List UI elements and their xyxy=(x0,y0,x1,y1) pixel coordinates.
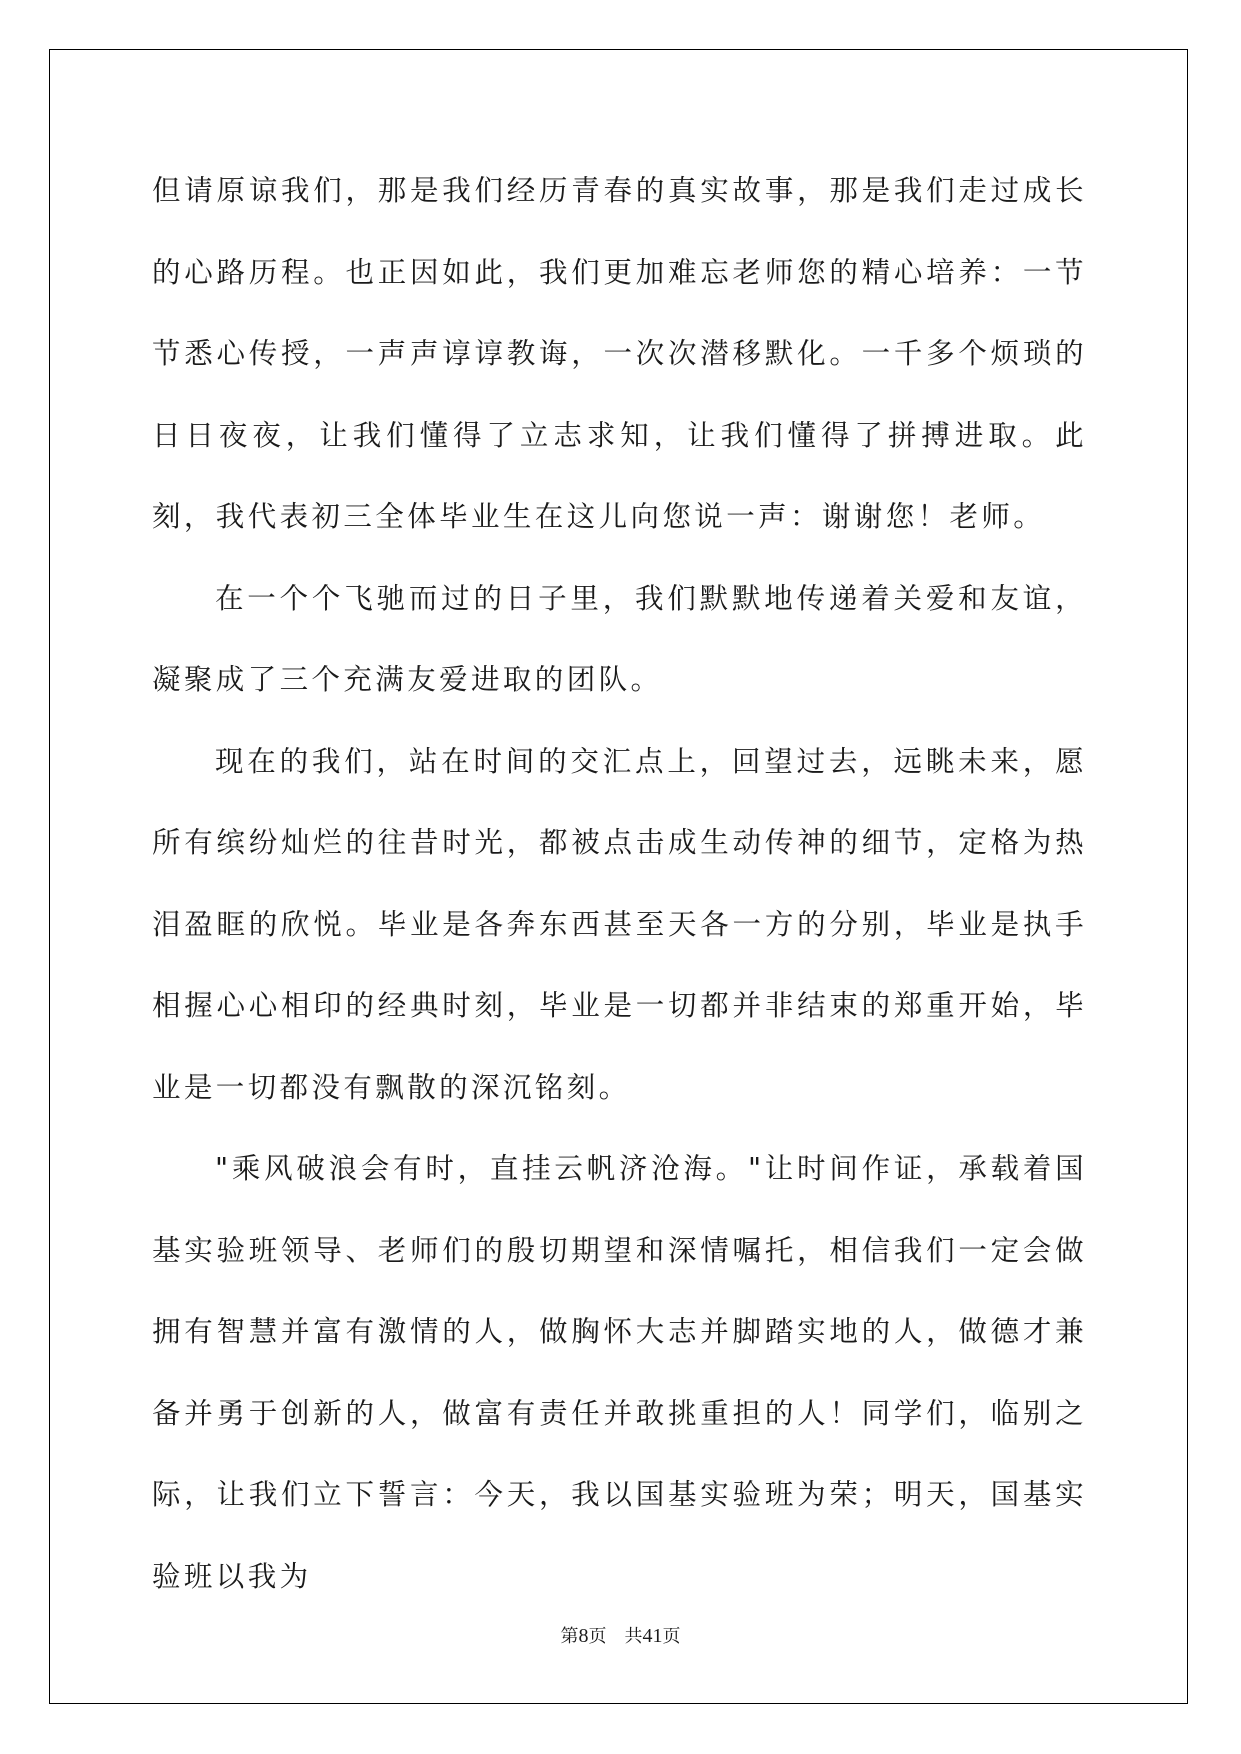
page-footer xyxy=(0,1622,1241,1648)
page-prefix: 第 xyxy=(560,1626,579,1647)
page-number: 8 xyxy=(578,1625,589,1647)
page-suffix: 页 xyxy=(588,1626,607,1647)
paragraph-2: 在一个个飞驰而过的日子里，我们默默地传递着关爱和友谊，凝聚成了三个充满友爱进取的团队。 xyxy=(152,581,1087,696)
paragraph-4: "乘风破浪会有时，直挂云帆济沧海。"让时间作证，承载着国基实验班领导、老师们的殷切期望和深情嘱托，相信我们一定会做拥有智慧并富有激情的人，做胸怀大志并脚踏实地的人，做德才兼备并勇于创新的人，做富有责任并敢挑重担的人！同学们，临别之际，让我们立下誓言：今天，我以国基实验班为荣；明天，国基实验班以我为 xyxy=(152,1152,1087,1593)
total-prefix: 共 xyxy=(624,1626,643,1647)
document-body xyxy=(152,150,1087,1617)
paragraph-1: 但请原谅我们，那是我们经历青春的真实故事，那是我们走过成长的心路历程。也正因如此，我们更加难忘老师您的精心培养：一节节悉心传授，一声声谆谆教诲，一次次潜移默化。一千多个烦琐的日日夜夜，让我们懂得了立志求知，让我们懂得了拼搏进取。此刻，我代表初三全体毕业生在这儿向您说一声：谢谢您！老师。 xyxy=(152,174,1087,533)
total-suffix: 页 xyxy=(662,1626,681,1647)
paragraph-3: 现在的我们，站在时间的交汇点上，回望过去，远眺未来，愿所有缤纷灿烂的往昔时光，都被点击成生动传神的细节，定格为热泪盈眶的欣悦。毕业是各奔东西甚至天各一方的分别，毕业是执手相握心心相印的经典时刻，毕业是一切都并非结束的郑重开始，毕业是一切都没有飘散的深沉铭刻。 xyxy=(152,744,1087,1104)
total-pages: 41 xyxy=(642,1625,663,1647)
